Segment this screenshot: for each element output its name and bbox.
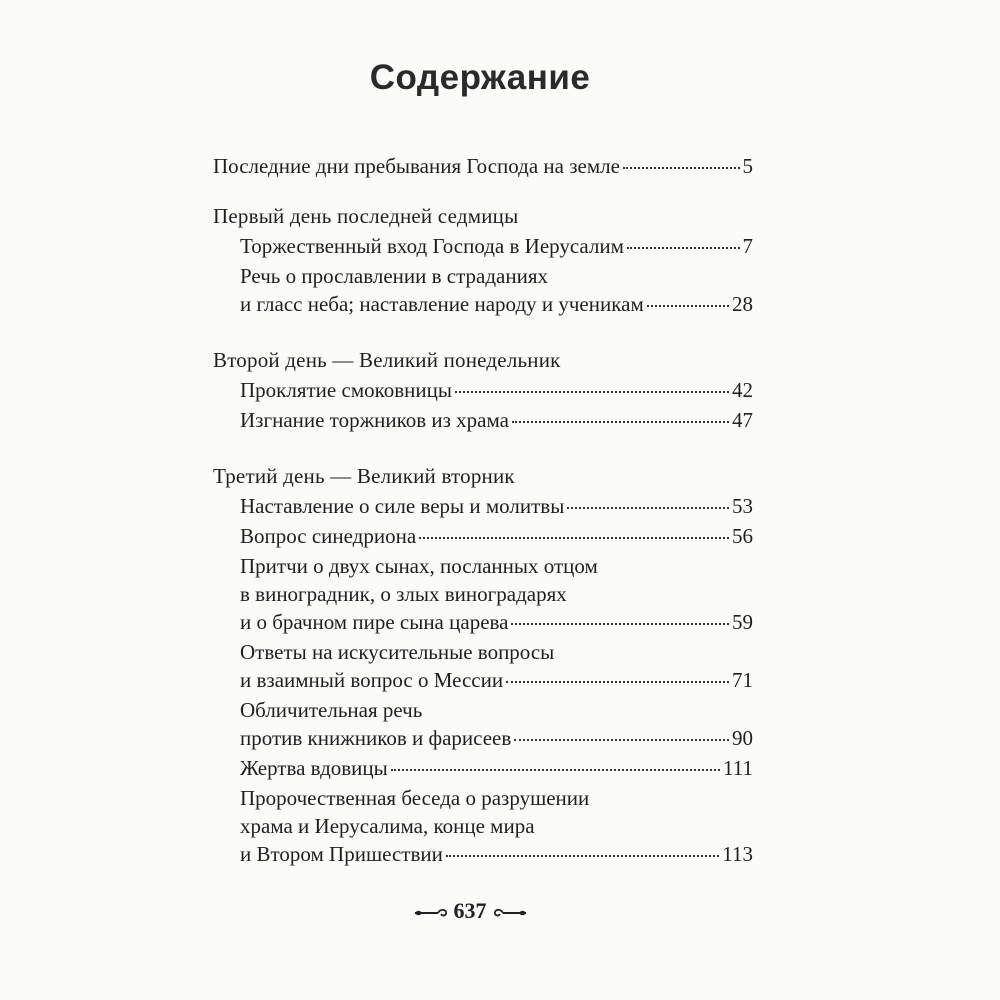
- toc-entry[interactable]: [213, 406, 753, 434]
- dot-leader: [514, 739, 729, 741]
- toc-page-number: 53: [732, 494, 753, 518]
- toc-entry[interactable]: [213, 754, 753, 782]
- toc-entry[interactable]: [213, 696, 753, 752]
- toc-entry-text: и о брачном пире сына царева: [240, 610, 509, 634]
- dot-leader: [446, 855, 719, 857]
- page-number: 637: [453, 898, 487, 923]
- toc-page-number: 56: [732, 524, 753, 548]
- page-footer: [0, 898, 940, 924]
- toc-entry-text: храма и Иерусалима, конце мира: [240, 814, 535, 838]
- toc-entry-text: Обличительная речь: [240, 698, 423, 722]
- toc-page-number: 7: [742, 234, 753, 258]
- dot-leader: [455, 391, 729, 393]
- toc-entry-text: Проклятие смоковницы: [240, 378, 452, 402]
- dot-leader: [647, 305, 729, 307]
- toc-entry[interactable]: [213, 552, 753, 636]
- scroll-ornament-right-icon: [493, 908, 527, 918]
- toc-page-number: 5: [742, 154, 753, 178]
- toc-page-number: 113: [722, 842, 753, 866]
- toc-section: [213, 202, 753, 318]
- dot-leader: [512, 421, 729, 423]
- toc-entry-text: Последние дни пребывания Господа на земле: [213, 154, 620, 178]
- dot-leader: [511, 623, 729, 625]
- toc-entry-text: Ответы на искусительные вопросы: [240, 640, 555, 664]
- dot-leader: [623, 167, 740, 169]
- toc-page-number: 42: [732, 378, 753, 402]
- toc-entry-text: в виноградник, о злых виноградарях: [240, 582, 567, 606]
- toc-page-number: 90: [732, 726, 753, 750]
- section-heading: Первый день последней седмицы: [213, 204, 519, 228]
- toc-entry-text: Торжественный вход Господа в Иерусалим: [240, 234, 624, 258]
- toc-entry[interactable]: [213, 232, 753, 260]
- toc-page-number: 71: [732, 668, 753, 692]
- toc-entry[interactable]: [213, 492, 753, 520]
- toc-entry-text: Притчи о двух сынах, посланных отцом: [240, 554, 598, 578]
- toc-entry-text: и Втором Пришествии: [240, 842, 443, 866]
- toc-entry[interactable]: [213, 638, 753, 694]
- toc-section: [213, 346, 753, 434]
- toc-entry-text: и гласс неба; наставление народу и ученикам: [240, 292, 644, 316]
- toc-entry[interactable]: [213, 522, 753, 550]
- page-title: Содержание: [369, 58, 591, 97]
- table-of-contents: [213, 150, 753, 868]
- section-heading: Третий день — Великий вторник: [213, 464, 515, 488]
- toc-entry-text: против книжников и фарисеев: [240, 726, 512, 750]
- toc-entry-text: Речь о прославлении в страданиях: [240, 264, 549, 288]
- toc-entry-text: Жертва вдовицы: [240, 756, 388, 780]
- toc-entry-text: Изгнание торжников из храма: [240, 408, 509, 432]
- toc-entry[interactable]: [213, 376, 753, 404]
- dot-leader: [391, 769, 720, 771]
- toc-entry-text: Вопрос синедриона: [240, 524, 417, 548]
- toc-section: [213, 462, 753, 868]
- toc-entry[interactable]: [213, 784, 753, 868]
- toc-page-number: 59: [732, 610, 753, 634]
- dot-leader: [567, 507, 729, 509]
- toc-entry-text: Наставление о силе веры и молитвы: [240, 494, 565, 518]
- dot-leader: [627, 247, 740, 249]
- dot-leader: [506, 681, 729, 683]
- toc-entry[interactable]: [213, 262, 753, 318]
- toc-entry[interactable]: [213, 152, 753, 180]
- scroll-ornament-left-icon: [414, 908, 448, 918]
- toc-page-number: 111: [723, 756, 753, 780]
- toc-page-number: 47: [732, 408, 753, 432]
- toc-entry-text: Пророчественная беседа о разрушении: [240, 786, 590, 810]
- dot-leader: [419, 537, 729, 539]
- toc-page-number: 28: [732, 292, 753, 316]
- section-heading: Второй день — Великий понедельник: [213, 348, 561, 372]
- toc-entry-text: и взаимный вопрос о Мессии: [240, 668, 504, 692]
